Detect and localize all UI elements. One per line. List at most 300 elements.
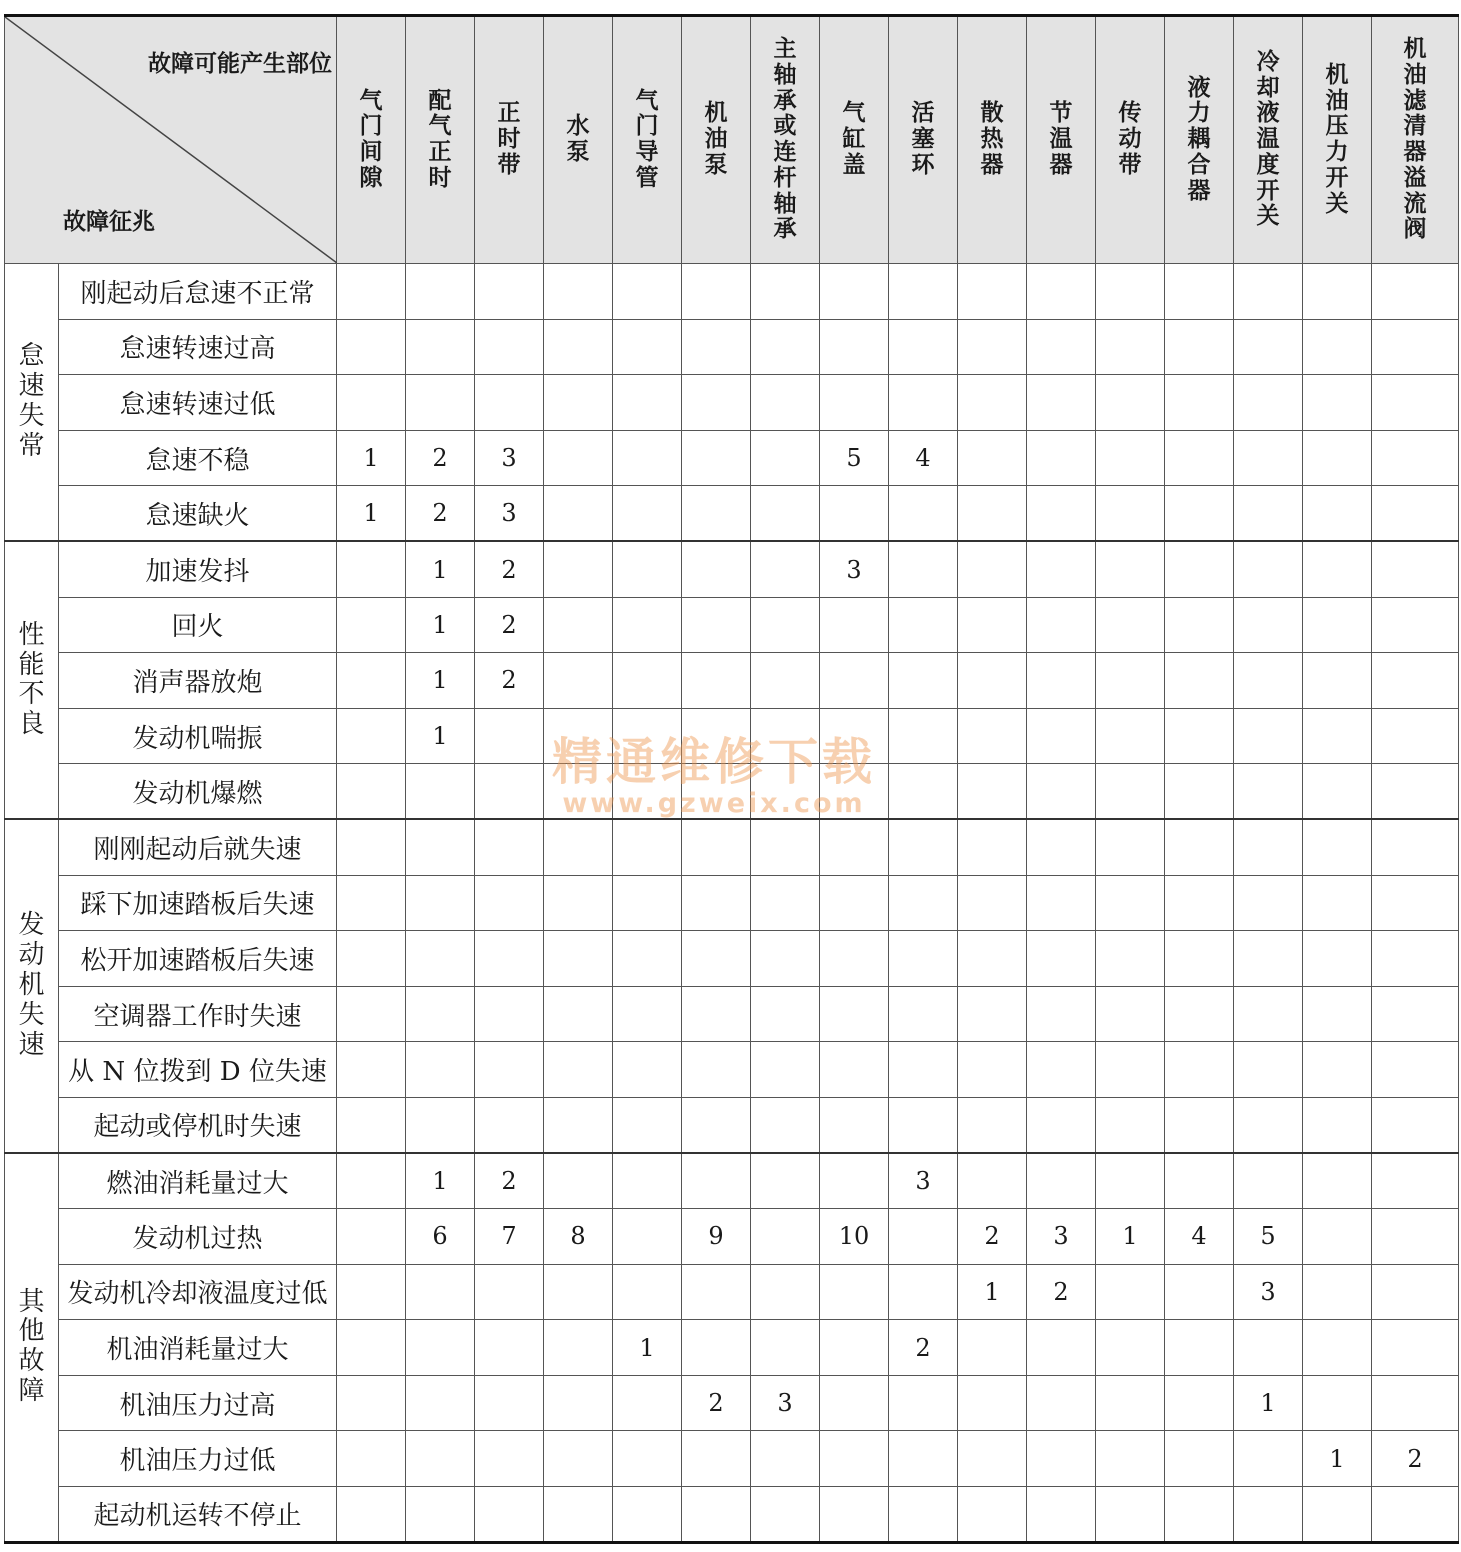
priority-cell (1234, 1320, 1303, 1376)
priority-cell (889, 541, 958, 597)
priority-cell (751, 597, 820, 653)
priority-cell (475, 819, 544, 875)
priority-cell (406, 264, 475, 320)
priority-cell (1096, 1431, 1165, 1487)
priority-cell (1027, 1097, 1096, 1153)
priority-cell (958, 319, 1027, 375)
priority-cell (751, 1431, 820, 1487)
priority-cell (1096, 875, 1165, 931)
priority-cell: 1 (613, 1320, 682, 1376)
priority-cell (1303, 541, 1372, 597)
group-label-cell (5, 819, 59, 1153)
symptom-label: 发动机过热 (59, 1209, 337, 1265)
priority-cell (889, 319, 958, 375)
priority-cell (1303, 764, 1372, 820)
priority-cell (1234, 597, 1303, 653)
priority-cell (1027, 875, 1096, 931)
priority-cell (1303, 1320, 1372, 1376)
priority-cell (613, 819, 682, 875)
priority-cell (1165, 1487, 1234, 1543)
priority-cell: 6 (406, 1209, 475, 1265)
priority-cell (406, 986, 475, 1042)
priority-cell (682, 1431, 751, 1487)
priority-cell (1096, 1375, 1165, 1431)
column-header (1234, 16, 1303, 264)
priority-cell (1303, 1264, 1372, 1320)
symptom-label: 加速发抖 (59, 541, 337, 597)
priority-cell (613, 1153, 682, 1209)
priority-cell (751, 264, 820, 320)
priority-cell (544, 1487, 613, 1543)
priority-cell (613, 653, 682, 709)
table-row (5, 764, 1459, 820)
table-row (5, 1264, 1459, 1320)
priority-cell (1372, 1097, 1459, 1153)
priority-cell (820, 1431, 889, 1487)
table-row (5, 986, 1459, 1042)
priority-cell (337, 264, 406, 320)
column-header (337, 16, 406, 264)
priority-cell (475, 1320, 544, 1376)
priority-cell (475, 1042, 544, 1098)
corner-top-label: 故障可能产生部位 (148, 51, 332, 77)
watermark-title: 精通维修下载 (552, 732, 876, 791)
priority-cell (1165, 1264, 1234, 1320)
priority-cell (1372, 708, 1459, 764)
priority-cell: 2 (475, 541, 544, 597)
priority-cell (751, 319, 820, 375)
column-header-label: 气缸盖 (842, 100, 866, 178)
priority-cell (1372, 486, 1459, 542)
priority-cell (889, 375, 958, 431)
column-header-label: 主轴承或连杆轴承 (773, 36, 797, 243)
priority-cell (958, 1431, 1027, 1487)
priority-cell (958, 264, 1027, 320)
priority-cell (1372, 1375, 1459, 1431)
priority-cell (751, 1264, 820, 1320)
column-header (682, 16, 751, 264)
priority-cell (1165, 1153, 1234, 1209)
table-row (5, 319, 1459, 375)
priority-cell (1303, 319, 1372, 375)
table-row (5, 931, 1459, 987)
priority-cell (406, 319, 475, 375)
priority-cell (1165, 708, 1234, 764)
priority-cell (751, 764, 820, 820)
priority-cell (1372, 319, 1459, 375)
priority-cell (820, 597, 889, 653)
priority-cell (613, 986, 682, 1042)
priority-cell (337, 819, 406, 875)
priority-cell (1372, 653, 1459, 709)
priority-cell (337, 986, 406, 1042)
column-header-label: 机油压力开关 (1325, 61, 1349, 217)
watermark-url: www.gzweix.com (562, 788, 866, 819)
priority-cell (337, 319, 406, 375)
priority-cell: 1 (1096, 1209, 1165, 1265)
column-header-label: 液力耦合器 (1187, 74, 1211, 204)
group-label-cell (5, 264, 59, 542)
priority-cell (1096, 319, 1165, 375)
priority-cell (1027, 1153, 1096, 1209)
priority-cell: 3 (820, 541, 889, 597)
priority-cell (544, 1153, 613, 1209)
priority-cell (406, 1264, 475, 1320)
priority-cell (1027, 1320, 1096, 1376)
table-row (5, 597, 1459, 653)
priority-cell: 1 (958, 1264, 1027, 1320)
priority-cell: 1 (406, 708, 475, 764)
symptom-label: 发动机爆燃 (59, 764, 337, 820)
priority-cell (544, 264, 613, 320)
column-header-label: 水泵 (566, 113, 590, 165)
priority-cell (475, 1487, 544, 1543)
symptom-label: 机油压力过高 (59, 1375, 337, 1431)
priority-cell (682, 597, 751, 653)
priority-cell (682, 541, 751, 597)
priority-cell (958, 541, 1027, 597)
priority-cell (475, 1097, 544, 1153)
priority-cell (889, 1097, 958, 1153)
priority-cell (613, 1042, 682, 1098)
priority-cell (751, 819, 820, 875)
priority-cell (613, 375, 682, 431)
priority-cell (889, 653, 958, 709)
priority-cell (751, 430, 820, 486)
priority-cell (1372, 597, 1459, 653)
table-row (5, 1153, 1459, 1209)
priority-cell (337, 1264, 406, 1320)
priority-cell (682, 653, 751, 709)
priority-cell (613, 1097, 682, 1153)
priority-cell (406, 1097, 475, 1153)
column-header (406, 16, 475, 264)
priority-cell (1372, 1320, 1459, 1376)
priority-cell (751, 1042, 820, 1098)
priority-cell (337, 1320, 406, 1376)
priority-cell (751, 708, 820, 764)
table-row (5, 486, 1459, 542)
priority-cell: 2 (958, 1209, 1027, 1265)
symptom-label: 消声器放炮 (59, 653, 337, 709)
priority-cell (1234, 819, 1303, 875)
priority-cell (1096, 597, 1165, 653)
priority-cell (406, 875, 475, 931)
priority-cell (889, 875, 958, 931)
priority-cell (1372, 541, 1459, 597)
priority-cell (1372, 931, 1459, 987)
priority-cell (613, 1209, 682, 1265)
priority-cell (475, 931, 544, 987)
priority-cell (337, 375, 406, 431)
priority-cell (820, 708, 889, 764)
priority-cell: 3 (1234, 1264, 1303, 1320)
priority-cell (1027, 541, 1096, 597)
priority-cell (682, 319, 751, 375)
priority-cell: 2 (682, 1375, 751, 1431)
priority-cell (820, 1042, 889, 1098)
table-row (5, 875, 1459, 931)
priority-cell (889, 708, 958, 764)
priority-cell (751, 1153, 820, 1209)
priority-cell (820, 1097, 889, 1153)
priority-cell (1096, 430, 1165, 486)
priority-cell (682, 1097, 751, 1153)
priority-cell: 1 (337, 430, 406, 486)
priority-cell (682, 875, 751, 931)
priority-cell (751, 653, 820, 709)
header-row (5, 16, 1459, 264)
priority-cell (820, 1153, 889, 1209)
priority-cell (1372, 1264, 1459, 1320)
priority-cell (1372, 764, 1459, 820)
priority-cell (544, 375, 613, 431)
priority-cell (544, 1431, 613, 1487)
priority-cell (889, 986, 958, 1042)
column-header (544, 16, 613, 264)
priority-cell (337, 1153, 406, 1209)
priority-cell (751, 1320, 820, 1376)
priority-cell (682, 264, 751, 320)
priority-cell (889, 819, 958, 875)
priority-cell (1096, 375, 1165, 431)
priority-cell (337, 541, 406, 597)
priority-cell (1027, 486, 1096, 542)
priority-cell (682, 1153, 751, 1209)
priority-cell: 4 (1165, 1209, 1234, 1265)
column-header-label: 机油滤清器溢流阀 (1403, 36, 1427, 243)
symptom-label: 刚刚起动后就失速 (59, 819, 337, 875)
priority-cell (544, 1375, 613, 1431)
column-header-label: 冷却液温度开关 (1256, 48, 1280, 230)
priority-cell: 2 (1027, 1264, 1096, 1320)
priority-cell (889, 1487, 958, 1543)
priority-cell (544, 486, 613, 542)
priority-cell: 3 (1027, 1209, 1096, 1265)
column-header (958, 16, 1027, 264)
priority-cell (889, 1042, 958, 1098)
priority-cell: 5 (1234, 1209, 1303, 1265)
priority-cell (475, 375, 544, 431)
priority-cell (1303, 486, 1372, 542)
table-row (5, 541, 1459, 597)
fault-table-container (4, 14, 1459, 1544)
priority-cell (1303, 1042, 1372, 1098)
priority-cell (1234, 1431, 1303, 1487)
priority-cell (682, 931, 751, 987)
column-header-label: 活塞环 (911, 100, 935, 178)
priority-cell (613, 264, 682, 320)
priority-cell (337, 597, 406, 653)
priority-cell (337, 875, 406, 931)
priority-cell (1096, 931, 1165, 987)
column-header (1303, 16, 1372, 264)
table-row (5, 1209, 1459, 1265)
priority-cell (544, 708, 613, 764)
priority-cell (544, 430, 613, 486)
priority-cell (1234, 375, 1303, 431)
symptom-label: 燃油消耗量过大 (59, 1153, 337, 1209)
priority-cell (958, 708, 1027, 764)
priority-cell (1234, 875, 1303, 931)
priority-cell (544, 1320, 613, 1376)
priority-cell (682, 486, 751, 542)
priority-cell: 3 (475, 430, 544, 486)
priority-cell: 1 (406, 1153, 475, 1209)
priority-cell (544, 1264, 613, 1320)
column-header (751, 16, 820, 264)
priority-cell (682, 819, 751, 875)
priority-cell (1027, 375, 1096, 431)
symptom-label: 机油压力过低 (59, 1431, 337, 1487)
priority-cell: 5 (820, 430, 889, 486)
priority-cell (613, 875, 682, 931)
priority-cell (1303, 1375, 1372, 1431)
priority-cell (475, 1264, 544, 1320)
priority-cell (613, 1375, 682, 1431)
priority-cell (337, 653, 406, 709)
priority-cell (1234, 541, 1303, 597)
table-row (5, 375, 1459, 431)
priority-cell: 9 (682, 1209, 751, 1265)
priority-cell (682, 708, 751, 764)
priority-cell (337, 764, 406, 820)
symptom-label: 松开加速踏板后失速 (59, 931, 337, 987)
priority-cell (682, 986, 751, 1042)
group-label: 怠速失常 (18, 341, 45, 462)
table-row (5, 708, 1459, 764)
priority-cell (682, 1320, 751, 1376)
priority-cell (475, 319, 544, 375)
priority-cell (1096, 1042, 1165, 1098)
symptom-label: 发动机喘振 (59, 708, 337, 764)
priority-cell (751, 375, 820, 431)
priority-cell (1372, 1042, 1459, 1098)
priority-cell (475, 264, 544, 320)
priority-cell (751, 986, 820, 1042)
corner-bottom-label: 故障征兆 (63, 209, 155, 235)
priority-cell (1234, 319, 1303, 375)
priority-cell (613, 430, 682, 486)
priority-cell (1234, 931, 1303, 987)
priority-cell (475, 764, 544, 820)
priority-cell: 2 (475, 653, 544, 709)
priority-cell (544, 986, 613, 1042)
priority-cell (544, 764, 613, 820)
priority-cell (1303, 708, 1372, 764)
priority-cell (820, 1487, 889, 1543)
priority-cell (406, 764, 475, 820)
priority-cell (613, 1264, 682, 1320)
priority-cell (406, 1042, 475, 1098)
table-row (5, 819, 1459, 875)
priority-cell (406, 819, 475, 875)
priority-cell (1165, 653, 1234, 709)
priority-cell (1165, 541, 1234, 597)
priority-cell (889, 1264, 958, 1320)
priority-cell (1165, 875, 1234, 931)
column-header-label: 正时带 (497, 100, 521, 178)
priority-cell (475, 1431, 544, 1487)
priority-cell (1165, 486, 1234, 542)
column-header-label: 配气正时 (428, 87, 452, 191)
priority-cell (889, 486, 958, 542)
column-header (1096, 16, 1165, 264)
symptom-label: 起动或停机时失速 (59, 1097, 337, 1153)
priority-cell (1027, 1431, 1096, 1487)
column-header (889, 16, 958, 264)
priority-cell (1234, 264, 1303, 320)
priority-cell (613, 486, 682, 542)
priority-cell (544, 819, 613, 875)
priority-cell (1096, 708, 1165, 764)
priority-cell (1372, 264, 1459, 320)
priority-cell (889, 597, 958, 653)
priority-cell (1096, 1487, 1165, 1543)
priority-cell (1096, 541, 1165, 597)
priority-cell (613, 764, 682, 820)
priority-cell (1303, 264, 1372, 320)
priority-cell (1165, 1097, 1234, 1153)
column-header (1027, 16, 1096, 264)
priority-cell: 1 (406, 541, 475, 597)
priority-cell (1165, 1431, 1234, 1487)
column-header (1372, 16, 1459, 264)
priority-cell (1027, 1487, 1096, 1543)
priority-cell: 1 (406, 597, 475, 653)
priority-cell (544, 319, 613, 375)
column-header-label: 散热器 (980, 100, 1004, 178)
priority-cell (406, 1320, 475, 1376)
priority-cell (1165, 1375, 1234, 1431)
priority-cell (820, 264, 889, 320)
priority-cell (406, 1375, 475, 1431)
priority-cell (1234, 986, 1303, 1042)
priority-cell (958, 486, 1027, 542)
priority-cell (1303, 819, 1372, 875)
symptom-label: 怠速转速过高 (59, 319, 337, 375)
priority-cell (820, 653, 889, 709)
priority-cell (889, 764, 958, 820)
symptom-label: 怠速缺火 (59, 486, 337, 542)
priority-cell (613, 1487, 682, 1543)
priority-cell (475, 986, 544, 1042)
priority-cell (1096, 486, 1165, 542)
priority-cell (958, 1153, 1027, 1209)
priority-cell (337, 708, 406, 764)
priority-cell (475, 1375, 544, 1431)
priority-cell (958, 1320, 1027, 1376)
priority-cell (1027, 1042, 1096, 1098)
priority-cell: 3 (751, 1375, 820, 1431)
priority-cell (1234, 1153, 1303, 1209)
priority-cell (1303, 430, 1372, 486)
priority-cell (1096, 1320, 1165, 1376)
priority-cell (751, 875, 820, 931)
priority-cell: 8 (544, 1209, 613, 1265)
priority-cell (1096, 986, 1165, 1042)
priority-cell (613, 931, 682, 987)
column-header-label: 传动带 (1118, 100, 1142, 178)
priority-cell (958, 931, 1027, 987)
priority-cell (820, 764, 889, 820)
priority-cell (1027, 708, 1096, 764)
group-label: 其他故障 (18, 1286, 45, 1407)
priority-cell (1027, 764, 1096, 820)
priority-cell (1096, 1097, 1165, 1153)
symptom-label: 发动机冷却液温度过低 (59, 1264, 337, 1320)
priority-cell (1165, 931, 1234, 987)
